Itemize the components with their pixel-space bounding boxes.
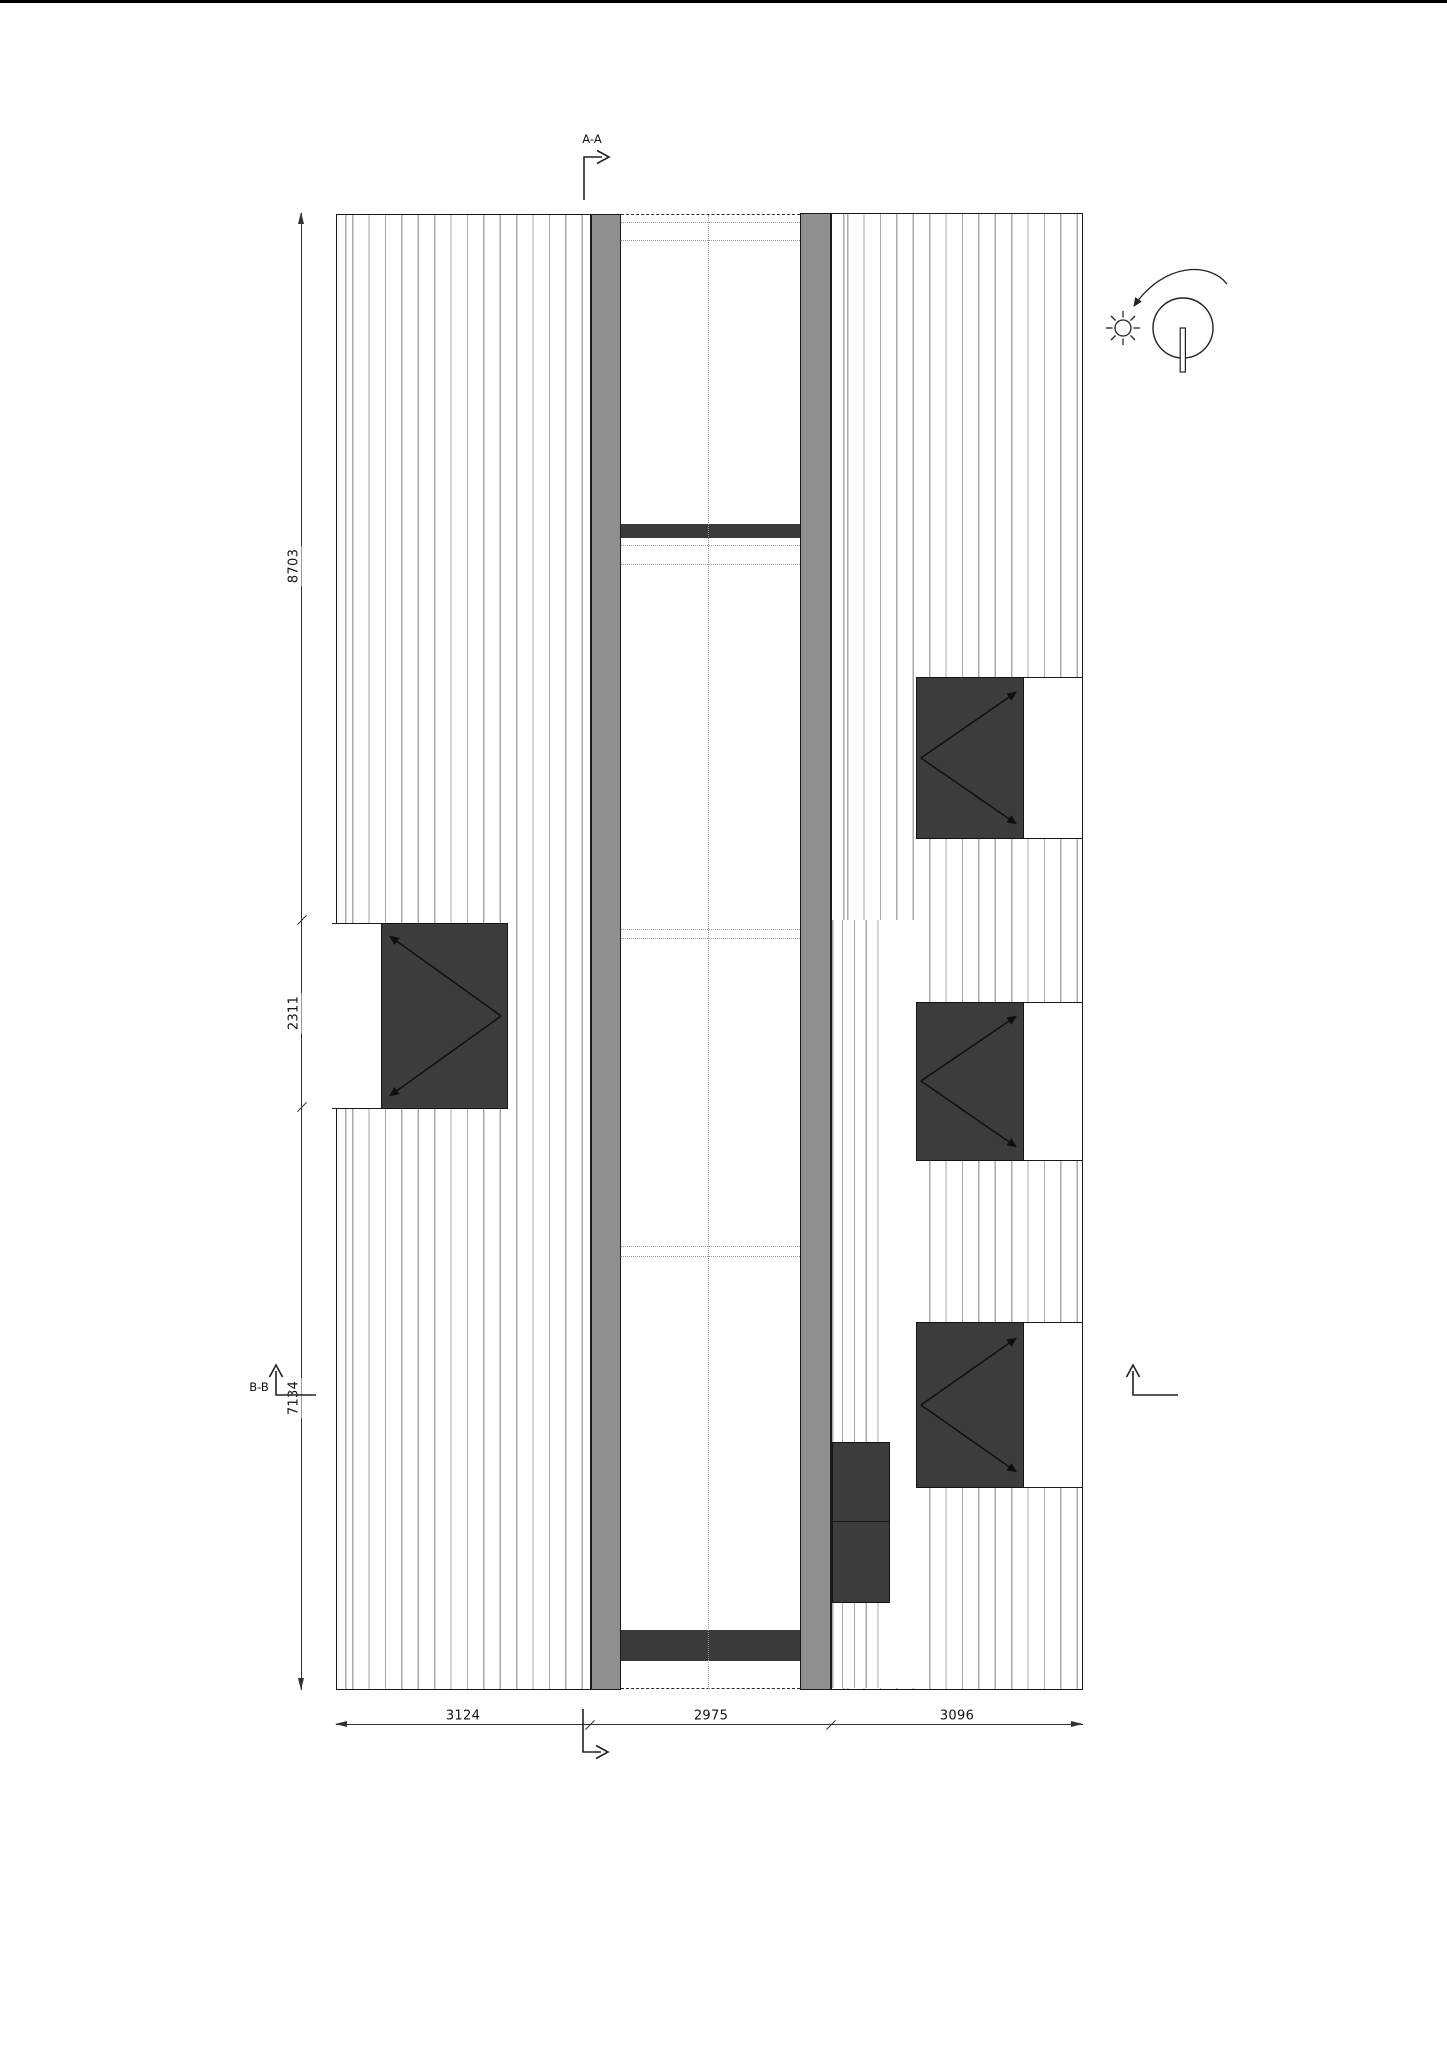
- roof-notch-3: [1024, 1322, 1082, 1488]
- skylight-left: [381, 923, 508, 1109]
- dimension-tick: [826, 1720, 836, 1730]
- section-label-bb: B-B: [249, 1380, 269, 1394]
- corridor-dotted-line: [621, 240, 800, 241]
- corridor-dotted-line: [621, 1246, 800, 1247]
- dimension-line-horizontal: [336, 1724, 1083, 1725]
- sun-icon: [1106, 311, 1140, 345]
- opening-chevron-icon: [917, 1003, 1023, 1160]
- section-marker-aa-top: [576, 148, 620, 204]
- corridor-top-dashed-edge: [621, 214, 800, 215]
- wall-right: [800, 213, 831, 1690]
- dim-label-vertical-1: 8703: [287, 546, 302, 586]
- skylight-right-3: [916, 1322, 1024, 1488]
- opening-chevron-icon: [917, 1323, 1023, 1487]
- corridor-beam-bottom: [621, 1630, 800, 1661]
- dimension-arrow-left: [335, 1721, 347, 1727]
- corridor-dotted-line: [621, 222, 800, 223]
- wall-left: [591, 214, 621, 1690]
- sun-path-arc: [1134, 270, 1227, 306]
- roof-hatch-small-2: [832, 1521, 890, 1603]
- dim-label-horizontal-3: 3096: [937, 1709, 977, 1724]
- skylight-right-1: [916, 677, 1024, 839]
- corridor-dotted-line: [621, 1256, 800, 1257]
- dimension-arrow-right: [1071, 1721, 1083, 1727]
- corridor-beam-top: [621, 524, 800, 538]
- sun-path-icon: [1088, 238, 1258, 388]
- dimension-arrow-down: [298, 1678, 304, 1690]
- roof-notch-2: [1024, 1002, 1082, 1161]
- dim-label-horizontal-1: 3124: [443, 1709, 483, 1724]
- dimension-tick: [297, 915, 307, 925]
- skylight-right-2: [916, 1002, 1024, 1161]
- corridor-centerline: [708, 215, 709, 1689]
- left-edge-notch: [332, 923, 381, 1109]
- dim-label-vertical-2: 2311: [287, 993, 302, 1033]
- dimension-tick: [297, 1102, 307, 1112]
- compass-needle-icon: [1180, 328, 1185, 372]
- roof-hatch-small-1: [832, 1442, 890, 1523]
- section-marker-bb-right: [1125, 1358, 1185, 1402]
- corridor-dotted-line: [621, 564, 800, 565]
- roof-walkway-lane: [889, 920, 916, 1688]
- dimension-line-vertical: [301, 213, 302, 1690]
- dimension-arrow-up: [298, 212, 304, 224]
- roof-notch-1: [1024, 677, 1082, 839]
- opening-chevron-icon: [917, 678, 1023, 838]
- section-marker-aa-bottom: [575, 1705, 619, 1761]
- central-corridor: [621, 214, 800, 1690]
- corridor-dotted-line: [621, 938, 800, 939]
- corridor-dotted-line: [621, 929, 800, 930]
- section-label-aa: A-A: [582, 132, 602, 146]
- corridor-bottom-dashed-edge: [621, 1688, 800, 1689]
- dim-label-horizontal-2: 2975: [691, 1709, 731, 1724]
- dim-label-vertical-3: 7134: [287, 1378, 302, 1418]
- opening-chevron-icon: [382, 924, 507, 1108]
- section-marker-bb-left: [268, 1358, 324, 1402]
- corridor-dotted-line: [621, 545, 800, 546]
- page-top-border: [0, 0, 1447, 3]
